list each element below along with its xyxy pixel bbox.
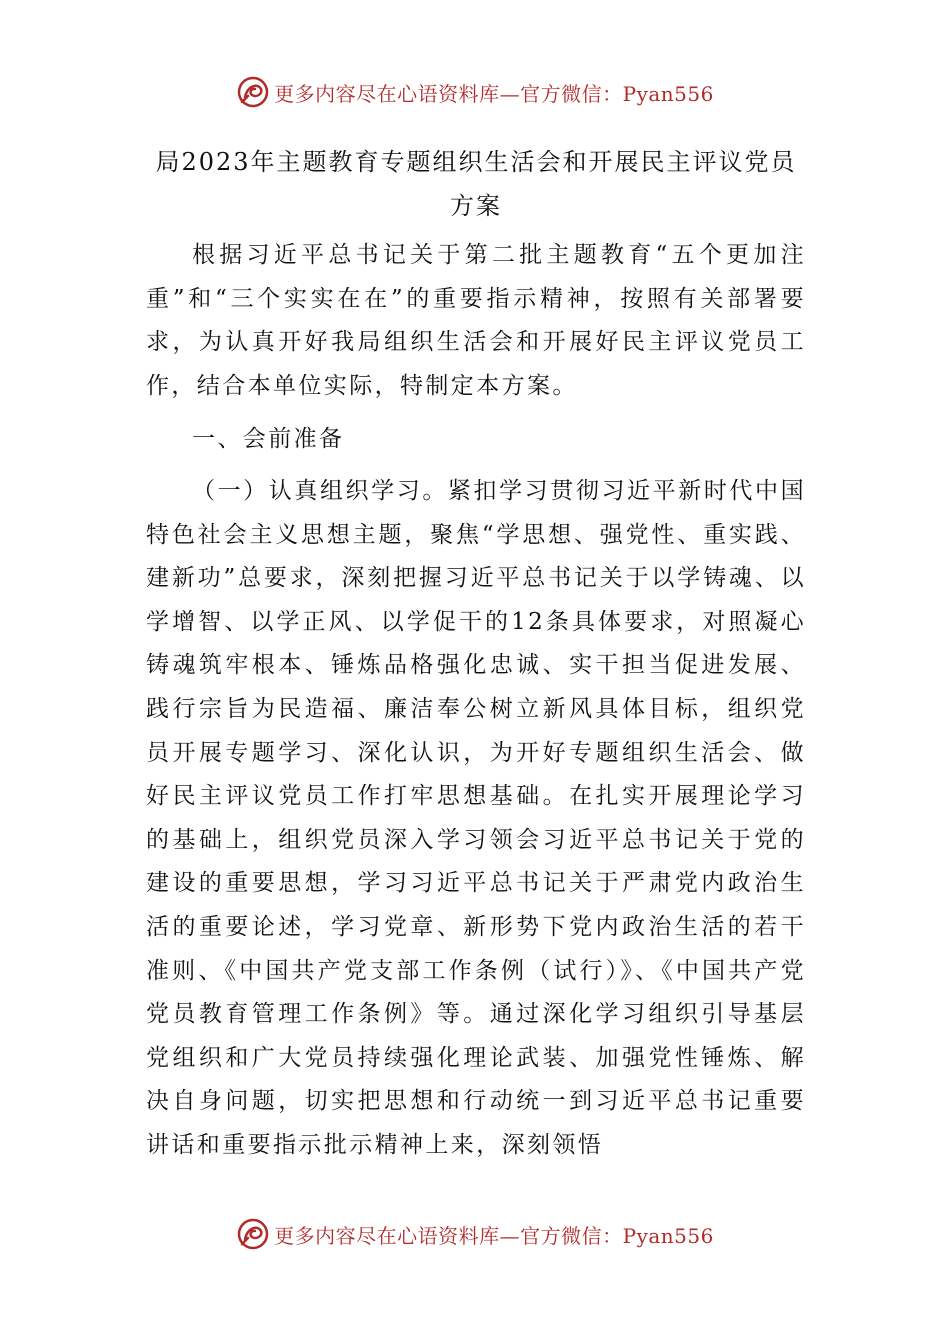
swirl-logo-icon (236, 1217, 270, 1251)
header-banner-text: 更多内容尽在心语资料库—官方微信：Pyan556 (274, 81, 714, 106)
section-1-paragraph: （一）认真组织学习。紧扣学习贯彻习近平新时代中国特色社会主义思想主题，聚焦“学思想、强党性、重实践、建新功”总要求，深刻把握习近平总书记关于以学铸魂、以学增智、以学正风、以学促干的12条具体要求，对照凝心铸魂筑牢根本、锤炼品格强化忠诚、实干担当促进发展、践行宗旨为民造福、廉洁奉公树立新风具体目标，组织党员开展专题学习、深化认识，为开好专题组织生活会、做好民主评议党员工作打牢思想基础。在扎实开展理论学习的基础上，组织党员深入学习领会习近平总书记关于党的建设的重要思想，学习习近平总书记关于严肃党内政治生活的重要论述，学习党章、新形势下党内政治生活的若干准则、《中国共产党支部工作条例（试行）》、《中国共产党党员教育管理工作条例》等。通过深化学习组织引导基层党组织和广大党员持续强化理论武装、加强党性锤炼、解决自身问题，切实把思想和行动统一到习近平总书记重要讲话和重要指示批示精神上来，深刻领悟 (146, 477, 806, 1158)
intro-paragraph: 根据习近平总书记关于第二批主题教育“五个更加注重”和“三个实实在在”的重要指示精神，按照有关部署要求，为认真开好我局组织生活会和开展好民主评议党员工作，结合本单位实际，特制定本方案。 (146, 242, 806, 399)
document-title: 局2023年主题教育专题组织生活会和开展民主评议党员方案 (155, 148, 797, 220)
section-heading-1: 一、会前准备 (192, 426, 345, 453)
swirl-logo-icon (236, 75, 270, 109)
footer-banner-text: 更多内容尽在心语资料库—官方微信：Pyan556 (274, 1223, 714, 1248)
header-banner (0, 72, 950, 112)
footer-banner (0, 1214, 950, 1254)
document-body (146, 140, 806, 1167)
